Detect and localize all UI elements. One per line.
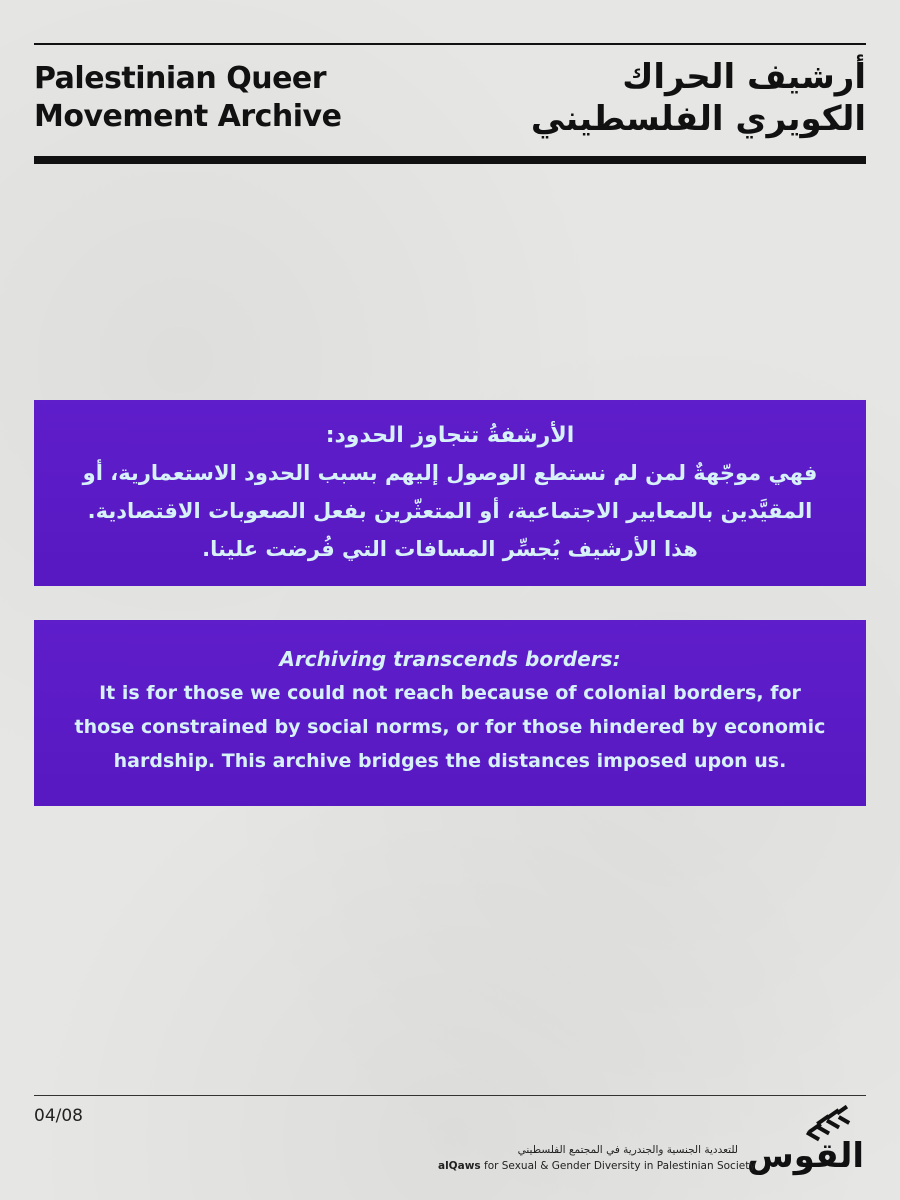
- header-divider: [34, 156, 866, 164]
- arabic-panel-line: المقيَّدين بالمعايير الاجتماعية، أو المتعثّرين بفعل الصعوبات الاقتصادية.: [87, 499, 813, 523]
- tagline-arabic: للتعددية الجنسية والجندرية في المجتمع الفلسطيني: [517, 1144, 738, 1156]
- english-panel-heading: Archiving transcends borders:: [279, 647, 621, 671]
- arabic-panel-line: فهي موجّهةٌ لمن لم نستطع الوصول إليهم بسبب الحدود الاستعمارية، أو: [82, 461, 818, 485]
- footer-rule: [34, 1095, 866, 1096]
- archive-title-arabic: [466, 56, 866, 140]
- english-text-panel: [34, 620, 866, 806]
- page-number: 04/08: [34, 1106, 83, 1126]
- arabic-panel-body: [54, 454, 846, 568]
- title-en-line-1: Palestinian Queer: [34, 61, 327, 96]
- tagline-rest: for Sexual & Gender Diversity in Palestinian Society: [480, 1160, 756, 1172]
- english-panel-line: It is for those we could not reach because of colonial borders, for: [99, 682, 801, 704]
- english-panel-line: hardship. This archive bridges the distances imposed upon us.: [113, 750, 787, 772]
- arabic-panel-line: هذا الأرشيف يُجسِّر المسافات التي فُرضت علينا.: [202, 537, 698, 561]
- title-ar-line-2: الكويري الفلسطيني: [530, 99, 866, 139]
- tagline-brand: alQaws: [438, 1160, 481, 1172]
- title-ar-line-1: أرشيف الحراك: [622, 57, 866, 97]
- archive-title-english: [34, 60, 434, 136]
- alqaws-logo: [746, 1108, 866, 1178]
- alqaws-wordmark: القوس: [746, 1136, 864, 1176]
- tagline-english: [438, 1160, 756, 1172]
- arabic-text-panel: [34, 400, 866, 586]
- title-en-line-2: Movement Archive: [34, 99, 342, 134]
- arabic-panel-heading: الأرشفةُ تتجاوز الحدود:: [325, 423, 575, 448]
- english-panel-line: those constrained by social norms, or for those hindered by economic: [74, 716, 826, 738]
- english-panel-body: [54, 676, 846, 778]
- top-rule: [34, 43, 866, 45]
- alqaws-logo-block: [438, 1108, 866, 1178]
